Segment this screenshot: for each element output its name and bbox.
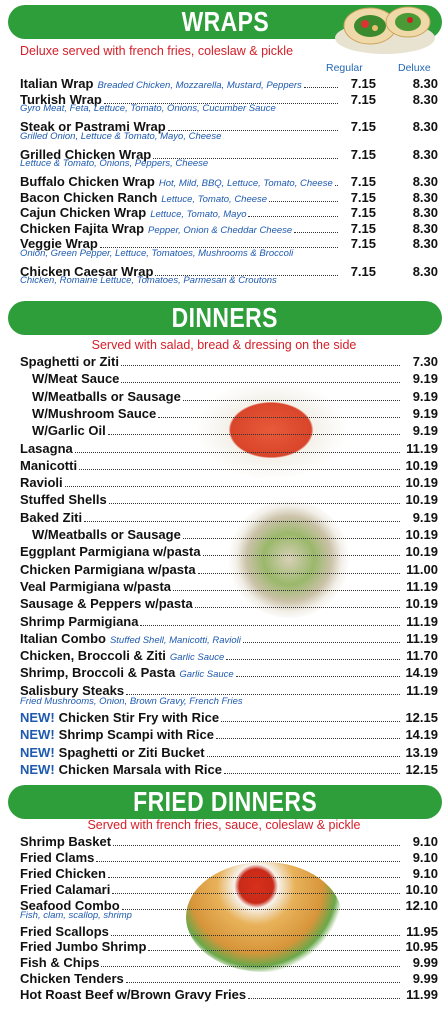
- menu-item-row: [20, 762, 438, 778]
- new-badge: NEW!: [20, 761, 55, 777]
- new-badge: NEW!: [20, 710, 55, 725]
- menu-item-row: [20, 939, 438, 955]
- menu-item-row: [32, 371, 438, 387]
- menu-item-name: Hot Roast Beef w/Brown Gravy Fries: [20, 987, 247, 1003]
- menu-item-price: 9.19: [412, 423, 438, 439]
- menu-item-price: 10.95: [405, 939, 438, 955]
- menu-item-name: Grilled Chicken Wrap: [20, 146, 152, 162]
- menu-item-description: Lettuce, Tomato, Cheese: [161, 193, 268, 205]
- leader-dots: [269, 191, 338, 202]
- menu-item-row: [20, 614, 438, 630]
- menu-item-row: [20, 834, 438, 850]
- price-regular: 7.15: [350, 174, 376, 189]
- menu-item-name: W/Garlic Oil: [32, 423, 106, 439]
- menu-item-row: [20, 924, 438, 940]
- leader-dots: [108, 424, 400, 435]
- menu-item-price: 11.70: [406, 648, 438, 664]
- menu-item-name: Fish & Chips: [20, 955, 100, 971]
- price-deluxe: 8.30: [412, 220, 438, 236]
- menu-item-description: Pepper, Onion & Cheddar Cheese: [148, 224, 293, 236]
- menu-item-price: 10.19: [405, 544, 438, 560]
- menu-item-name: Spaghetti or Ziti Bucket: [58, 744, 205, 760]
- menu-item-row: [20, 850, 438, 866]
- leader-dots: [195, 597, 400, 608]
- menu-item-row: [20, 596, 438, 612]
- price-deluxe: 8.30: [412, 146, 438, 162]
- menu-item-row: [32, 389, 438, 405]
- menu-item-price: 9.99: [412, 971, 438, 987]
- menu-item-name: W/Meat Sauce: [32, 371, 120, 387]
- menu-item-name: Ravioli: [20, 475, 63, 491]
- price-deluxe: 8.30: [412, 263, 438, 279]
- leader-dots: [153, 148, 338, 159]
- menu-item-price: 10.19: [405, 457, 438, 473]
- menu-item-name: Italian Combo: [20, 630, 106, 646]
- menu-item-row: [20, 562, 438, 578]
- menu-item-price: 11.19: [406, 630, 438, 646]
- leader-dots: [75, 442, 400, 453]
- menu-item-price: 9.99: [412, 955, 438, 971]
- menu-item-name: Italian Wrap: [20, 76, 94, 91]
- menu-item-price: 12.15: [405, 710, 438, 725]
- menu-item-price: 9.19: [412, 388, 438, 404]
- leader-dots: [140, 615, 400, 626]
- leader-dots: [335, 175, 338, 186]
- dinners-banner: [8, 301, 442, 335]
- menu-item-name: W/Mushroom Sauce: [32, 405, 157, 421]
- menu-item-price: 12.15: [405, 761, 438, 777]
- menu-item-description: Garlic Sauce: [179, 669, 234, 681]
- leader-dots: [304, 77, 338, 88]
- menu-item-name: Veal Parmigiana w/pasta: [20, 578, 172, 594]
- menu-item-price: 10.10: [405, 881, 438, 897]
- leader-dots: [155, 265, 338, 276]
- menu-item-name: Bacon Chicken Ranch: [20, 189, 158, 205]
- leader-dots: [111, 925, 400, 936]
- menu-item-price: 14.19: [405, 665, 438, 681]
- leader-dots: [207, 746, 400, 757]
- wraps-title: WRAPS: [181, 6, 269, 37]
- menu-item-name: Stuffed Shells: [20, 492, 107, 508]
- menu-item-name: Fried Chicken: [20, 865, 106, 881]
- price-deluxe: 8.30: [412, 205, 438, 220]
- menu-item-row: [20, 866, 438, 882]
- menu-item-row: [20, 631, 438, 647]
- menu-item-description: Fried Mushrooms, Onion, Brown Gravy, French Fries: [20, 696, 243, 707]
- new-badge: NEW!: [20, 744, 55, 760]
- leader-dots: [84, 511, 400, 522]
- column-regular: Regular: [326, 62, 363, 74]
- menu-item-row: [20, 441, 438, 457]
- price-regular: 7.15: [350, 91, 376, 107]
- menu-item-price: 12.10: [405, 897, 438, 913]
- leader-dots: [243, 632, 400, 643]
- menu-item-description: Garlic Sauce: [169, 652, 225, 664]
- price-regular: 7.15: [350, 76, 376, 91]
- menu-item-row: [32, 527, 438, 543]
- menu-item-name: Chicken Stir Fry with Rice: [58, 710, 220, 725]
- leader-dots: [226, 649, 400, 660]
- leader-dots: [121, 372, 400, 383]
- menu-item-row: [20, 710, 438, 726]
- dinners-title: DINNERS: [171, 302, 279, 333]
- leader-dots: [216, 728, 400, 739]
- menu-item-name: Chicken Caesar Wrap: [20, 263, 154, 279]
- menu-item-description: Hot, Mild, BBQ, Lettuce, Tomato, Cheese: [158, 178, 333, 189]
- menu-item-name: Buffalo Chicken Wrap: [20, 174, 155, 189]
- menu-item-row: [20, 987, 438, 1003]
- menu-item-description: Chicken, Romaine Lettuce, Tomatoes, Parmesan & Croutons: [20, 275, 277, 286]
- menu-item-row: [20, 458, 438, 474]
- new-badge: NEW!: [20, 727, 55, 743]
- price-regular: 7.15: [350, 205, 376, 220]
- leader-dots: [173, 580, 400, 591]
- menu-item-name: Lasagna: [20, 440, 73, 456]
- menu-item-row: [20, 190, 438, 206]
- menu-item-row: [32, 406, 438, 422]
- menu-item-name: Fried Scallops: [20, 923, 109, 939]
- column-deluxe: Deluxe: [398, 62, 431, 74]
- fried-dinners-banner: [8, 785, 442, 819]
- menu-item-price: 14.19: [405, 727, 438, 743]
- leader-dots: [248, 206, 338, 217]
- menu-item-price: 11.19: [406, 440, 438, 456]
- price-regular: 7.15: [350, 220, 376, 236]
- menu-item-price: 13.19: [405, 744, 438, 760]
- leader-dots: [96, 851, 400, 862]
- menu-item-name: Turkish Wrap: [20, 91, 102, 107]
- menu-item-name: Chicken Fajita Wrap: [20, 220, 145, 236]
- leader-dots: [100, 237, 338, 248]
- price-deluxe: 8.30: [412, 174, 438, 189]
- menu-item-name: Chicken Marsala with Rice: [58, 761, 222, 777]
- menu-item-row: [20, 205, 438, 221]
- leader-dots: [122, 899, 400, 910]
- menu-item-name: Baked Ziti: [20, 509, 83, 525]
- menu-item-description: Lettuce, Tomato, Mayo: [150, 209, 247, 220]
- menu-item-price: 10.19: [405, 527, 438, 542]
- menu-item-name: Chicken Parmigiana w/pasta: [20, 561, 196, 577]
- price-regular: 7.15: [350, 189, 376, 205]
- menu-item-description: Gyro Meat, Feta, Lettuce, Tomato, Onions, Cucumber Sauce: [20, 103, 276, 114]
- menu-item-price: 11.95: [406, 923, 438, 939]
- menu-item-name: Cajun Chicken Wrap: [20, 205, 147, 220]
- price-regular: 7.15: [350, 146, 376, 162]
- menu-item-row: [20, 955, 438, 971]
- menu-item-price: 11.19: [406, 578, 438, 594]
- leader-dots: [126, 684, 400, 695]
- menu-item-price: 7.30: [412, 354, 438, 369]
- leader-dots: [158, 407, 400, 418]
- menu-item-row: [32, 423, 438, 439]
- price-deluxe: 8.30: [412, 91, 438, 107]
- leader-dots: [183, 390, 400, 401]
- menu-item-row: [20, 492, 438, 508]
- menu-item-name: Fried Jumbo Shrimp: [20, 939, 147, 955]
- menu-item-name: Sausage & Peppers w/pasta: [20, 596, 193, 612]
- menu-item-row: [20, 971, 438, 987]
- menu-item-row: [20, 174, 438, 190]
- menu-item-row: [20, 354, 438, 370]
- leader-dots: [104, 93, 338, 104]
- menu-item-price: 11.00: [406, 561, 438, 577]
- leader-dots: [109, 493, 400, 504]
- menu-item-description: Stuffed Shell, Manicotti, Ravioli: [109, 634, 241, 646]
- wraps-subtitle: Deluxe served with french fries, coleslaw & pickle: [20, 44, 294, 58]
- menu-item-price: 11.19: [406, 682, 438, 698]
- menu-item-name: Veggie Wrap: [20, 236, 98, 251]
- menu-item-row: [20, 221, 438, 237]
- leader-dots: [113, 835, 400, 846]
- menu-item-name: Fried Calamari: [20, 881, 111, 897]
- leader-dots: [203, 545, 400, 556]
- menu-item-row: [20, 579, 438, 595]
- price-deluxe: 8.30: [412, 189, 438, 205]
- menu-item-row: [20, 727, 438, 743]
- leader-dots: [183, 528, 400, 539]
- dinners-subtitle: Served with salad, bread & dressing on the side: [91, 338, 357, 352]
- fried-dinners-subtitle: Served with french fries, sauce, coleslaw & pickle: [87, 818, 361, 832]
- leader-dots: [108, 867, 400, 878]
- menu-item-price: 9.10: [412, 834, 438, 849]
- leader-dots: [236, 666, 400, 677]
- price-deluxe: 8.30: [412, 76, 438, 91]
- menu-item-name: Shrimp, Broccoli & Pasta: [20, 665, 176, 681]
- menu-item-description: Lettuce & Tomato, Onions, Peppers, Cheese: [20, 158, 209, 169]
- menu-item-description: Grilled Onion, Lettuce & Tomato, Mayo, Cheese: [20, 130, 222, 142]
- menu-item-row: [20, 745, 438, 761]
- menu-item-name: Shrimp Scampi with Rice: [58, 727, 214, 743]
- leader-dots: [126, 972, 400, 983]
- leader-dots: [224, 763, 400, 774]
- price-deluxe: 8.30: [412, 236, 438, 251]
- price-regular: 7.15: [350, 119, 376, 134]
- menu-item-name: Seafood Combo: [20, 897, 120, 913]
- menu-item-name: Shrimp Parmigiana: [20, 613, 139, 629]
- leader-dots: [65, 476, 400, 487]
- price-deluxe: 8.30: [412, 119, 438, 134]
- leader-dots: [168, 120, 338, 131]
- menu-item-name: W/Meatballs or Sausage: [32, 527, 181, 542]
- menu-item-description: Fish, clam, scallop, shrimp: [20, 909, 132, 921]
- menu-item-row: [20, 882, 438, 898]
- menu-item-row: [20, 648, 438, 664]
- menu-item-name: Eggplant Parmigiana w/pasta: [20, 544, 201, 560]
- menu-item-price: 11.99: [406, 987, 438, 1003]
- menu-item-name: Fried Clams: [20, 849, 95, 865]
- menu-item-name: Manicotti: [20, 457, 78, 473]
- menu-item-name: Spaghetti or Ziti: [20, 354, 119, 369]
- price-regular: 7.15: [350, 263, 376, 279]
- leader-dots: [294, 222, 338, 233]
- leader-dots: [101, 956, 400, 967]
- menu-item-price: 9.19: [412, 405, 438, 421]
- fried-dinners-title: FRIED DINNERS: [133, 786, 317, 817]
- leader-dots: [148, 940, 400, 951]
- leader-dots: [112, 883, 400, 894]
- leader-dots: [198, 563, 400, 574]
- menu-item-name: Shrimp Basket: [20, 834, 112, 849]
- menu-item-price: 9.10: [412, 865, 438, 881]
- menu-item-name: Chicken, Broccoli & Ziti: [20, 648, 166, 664]
- menu-item-row: [20, 76, 438, 92]
- menu-item-description: Breaded Chicken, Mozzarella, Mustard, Peppers: [97, 80, 302, 91]
- leader-dots: [221, 711, 400, 722]
- menu-item-description: Onion, Green Pepper, Lettuce, Tomatoes, Mushrooms & Broccoli: [20, 247, 294, 259]
- menu-item-name: Chicken Tenders: [20, 971, 124, 987]
- menu-item-price: 9.19: [412, 371, 438, 387]
- menu-item-price: 10.19: [405, 492, 438, 508]
- menu-item-name: W/Meatballs or Sausage: [32, 388, 181, 404]
- menu-item-price: 9.10: [412, 849, 438, 865]
- menu-item-price: 10.19: [405, 475, 438, 491]
- leader-dots: [79, 459, 400, 470]
- leader-dots: [248, 988, 400, 999]
- menu-item-row: [20, 475, 438, 491]
- menu-item-row: [20, 510, 438, 526]
- menu-item-price: 10.19: [405, 596, 438, 612]
- menu-item-price: 11.19: [406, 613, 438, 629]
- menu-item-name: Steak or Pastrami Wrap: [20, 119, 166, 134]
- menu-item-price: 9.19: [412, 509, 438, 525]
- menu-item-row: [20, 665, 438, 681]
- menu-item-name: Salisbury Steaks: [20, 682, 125, 698]
- menu-item-row: [20, 544, 438, 560]
- price-regular: 7.15: [350, 236, 376, 251]
- leader-dots: [121, 355, 400, 366]
